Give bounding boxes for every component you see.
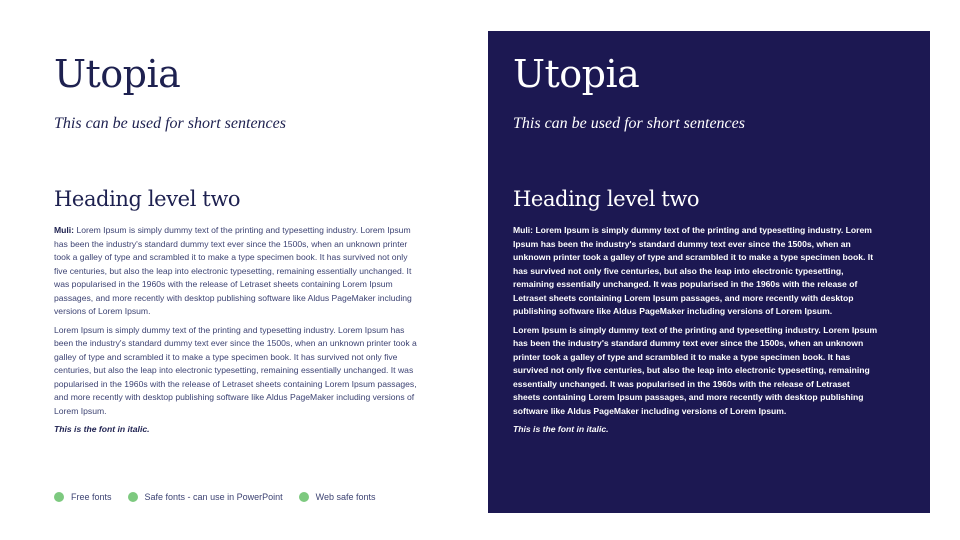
light-heading: Heading level two — [54, 187, 241, 211]
light-paragraph-1 — [54, 224, 419, 319]
dark-panel — [488, 31, 930, 513]
legend-label: Web safe fonts — [315, 492, 376, 502]
light-paragraph-2: Lorem Ipsum is simply dummy text of the printing and typesetting industry. Lorem Ipsum has been the industry's standard dummy text ever since the 1500s, when an unknown printer took a galley of type and scrambled it to make a type specimen book. It has survived not only five centuries, but also the leap into electronic typesetting, remaining essentially unchanged. It was popularised in the 1960s with the release of Letraset sheets containing Lorem Ipsum passages, and more recently with desktop publishing software like Aldus PageMaker including versions of Lorem Ipsum. — [54, 324, 417, 416]
legend-item-safe-fonts — [128, 492, 283, 502]
light-body — [54, 224, 419, 442]
legend-label: Free fonts — [71, 492, 112, 502]
dark-font-label: Muli: — [513, 225, 534, 235]
dark-italic-line: This is the font in italic. — [513, 424, 609, 434]
legend-item-web-safe-fonts — [299, 492, 376, 502]
font-legend — [54, 490, 391, 504]
light-paragraph-1-text: Lorem Ipsum is simply dummy text of the printing and typesetting industry. Lorem Ipsum has been the industry's standard dummy text ever since the 1500s, when an unknown printer took a galley of type and scrambled it to make a type specimen book. It has survived not only five centuries, but also the leap into electronic typesetting, remaining essentially unchanged. It was popularised in the 1960s with the release of Letraset sheets containing Lorem Ipsum passages, and more recently with desktop publishing software like Aldus PageMaker including versions of Lorem Ipsum. — [54, 225, 412, 316]
legend-dot-icon — [54, 492, 64, 502]
dark-paragraph-1 — [513, 224, 878, 319]
legend-label: Safe fonts - can use in PowerPoint — [144, 492, 283, 502]
dark-subtitle: This can be used for short sentences — [513, 115, 745, 132]
dark-heading: Heading level two — [513, 187, 700, 211]
dark-body — [513, 224, 878, 442]
light-subtitle: This can be used for short sentences — [54, 115, 286, 132]
legend-dot-icon — [299, 492, 309, 502]
dark-title: Utopia — [513, 52, 640, 96]
legend-item-free-fonts — [54, 492, 112, 502]
legend-dot-icon — [128, 492, 138, 502]
light-title: Utopia — [54, 52, 181, 96]
dark-paragraph-1-text: Lorem Ipsum is simply dummy text of the printing and typesetting industry. Lorem Ipsum has been the industry's standard dummy text ever since the 1500s, when an unknown printer took a galley of type and scrambled it to make a type specimen book. It has survived not only five centuries, but also the leap into electronic typesetting, remaining essentially unchanged. It was popularised in the 1960s with the release of Letraset sheets containing Lorem Ipsum passages, and more recently with desktop publishing software like Aldus PageMaker including versions of Lorem Ipsum. — [513, 225, 874, 316]
dark-paragraph-2: Lorem Ipsum is simply dummy text of the printing and typesetting industry. Lorem Ipsum has been the industry's standard dummy text ever since the 1500s, when an unknown printer took a galley of type and scrambled it to make a type specimen book. It has survived not only five centuries, but also the leap into electronic typesetting, remaining essentially unchanged. It was popularised in the 1960s with the release of Letraset sheets containing Lorem Ipsum passages, and more recently with desktop publishing software like Aldus PageMaker including versions of Lorem Ipsum. — [513, 324, 878, 416]
light-font-label: Muli: — [54, 225, 75, 235]
light-italic-line: This is the font in italic. — [54, 424, 150, 434]
